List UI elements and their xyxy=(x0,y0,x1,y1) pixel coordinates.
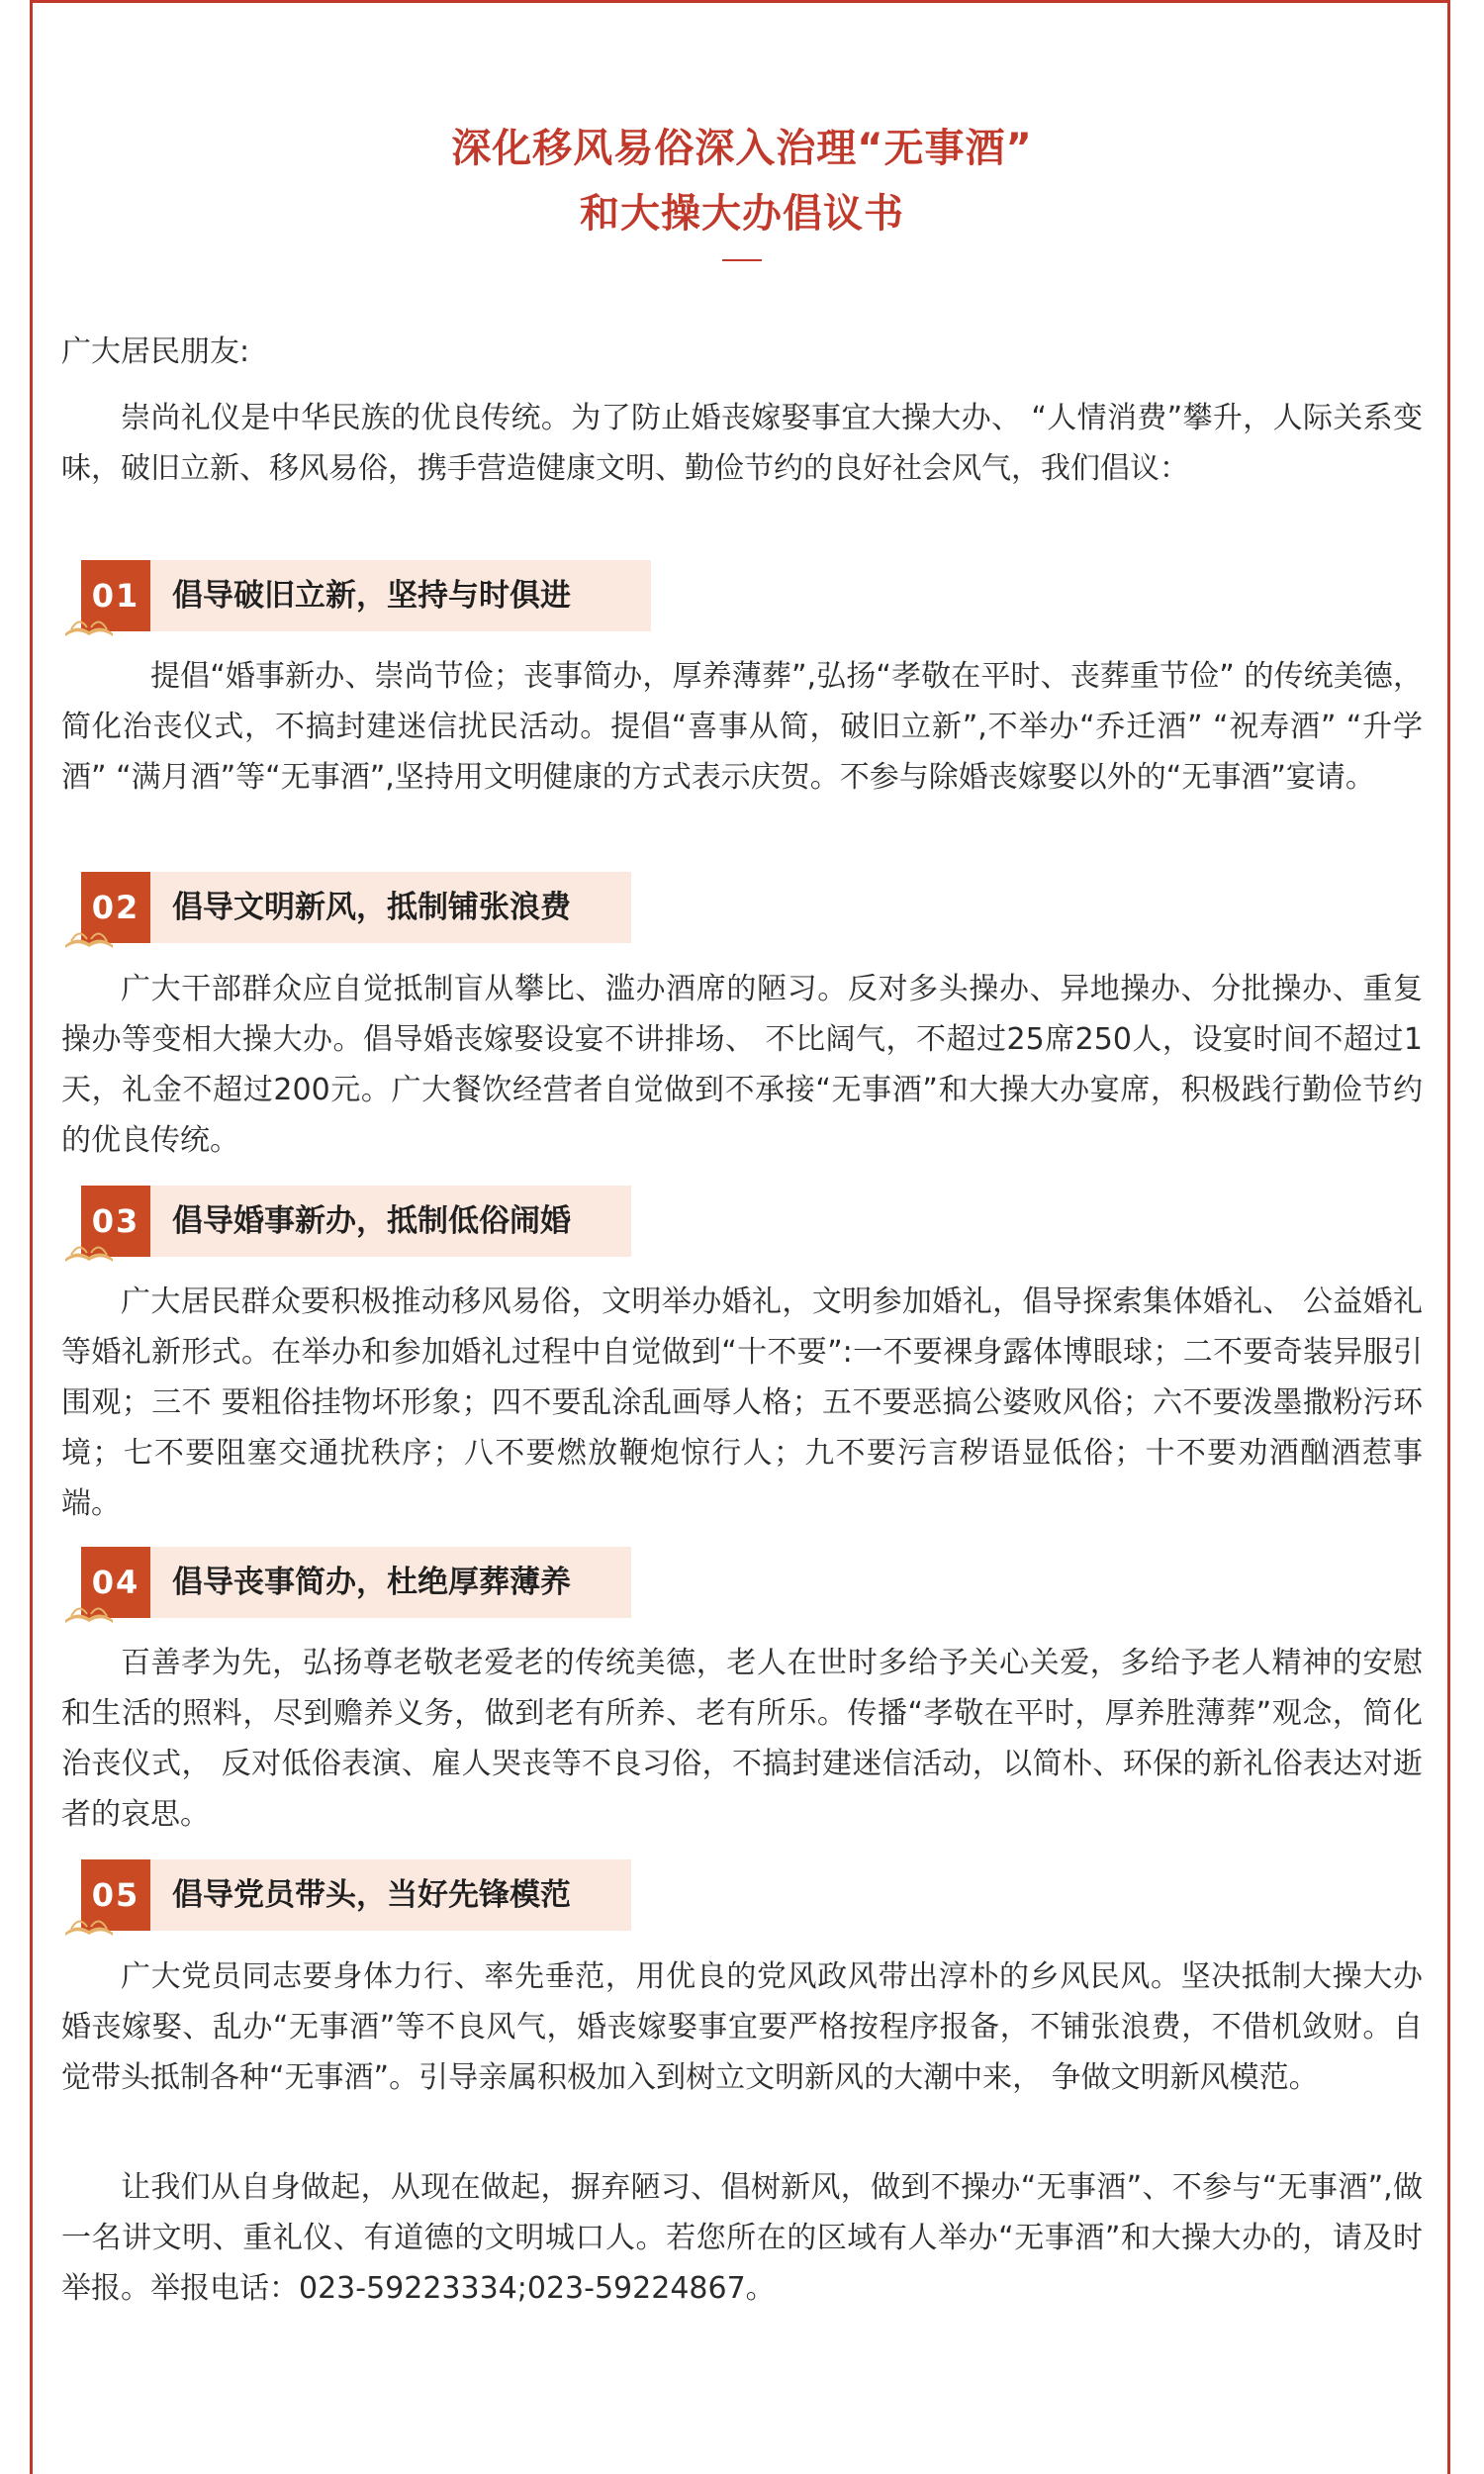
section-heading-label: 倡导婚事新办，抵制低俗闹婚 xyxy=(172,1203,571,1239)
open-book-ornament-icon xyxy=(61,610,117,639)
section-03-paragraph: 广大居民群众要积极推动移风易俗，文明举办婚礼，文明参加婚礼，倡导探索集体婚礼、 公益婚礼等婚礼新形式。在举办和参加婚礼过程中自觉做到“十不要”:一不要裸身露体博眼球；二不要奇装异服引围观；三不 要粗俗挂物坏形象；四不要乱涂乱画辱人格；五不要恶搞公婆败风俗；六不要泼墨撒粉污环境；七不要阻塞交通扰秩序；八不要燃放鞭炮惊行人；九不要污言秽语显低俗；十不要劝酒酗酒惹事端。 xyxy=(61,1285,1423,1521)
open-book-ornament-icon xyxy=(61,1909,117,1939)
intro-paragraph: 崇尚礼仪是中华民族的优良传统。为了防止婚丧嫁娶事宜大操大办、 “人情消费”攀升，人际关系变味，破旧立新、移风易俗，携手营造健康文明、勤俭节约的良好社会风气，我们倡议： xyxy=(61,401,1423,486)
open-book-ornament-icon xyxy=(61,1235,117,1265)
section-02-paragraph: 广大干部群众应自觉抵制盲从攀比、滥办酒席的陋习。反对多头操办、异地操办、分批操办、重复操办等变相大操大办。倡导婚丧嫁娶设宴不讲排场、 不比阔气，不超过25席250人，设宴时间不超过1天，礼金不超过200元。广大餐饮经营者自觉做到不承接“无事酒”和大操大办宴席，积极践行勤俭节约的优良传统。 xyxy=(61,972,1423,1158)
section-heading-label: 倡导文明新风，抵制铺张浪费 xyxy=(172,890,571,925)
section-number-badge: 03 xyxy=(81,1186,150,1257)
title-divider xyxy=(722,259,762,261)
section-05-paragraph: 广大党员同志要身体力行、率先垂范，用优良的党风政风带出淳朴的乡风民风。坚决抵制大操大办婚丧嫁娶、乱办“无事酒”等不良风气，婚丧嫁娶事宜要严格按程序报备，不铺张浪费，不借机敛财。自觉带头抵制各种“无事酒”。引导亲属积极加入到树立文明新风的大潮中来， 争做文明新风模范。 xyxy=(61,1959,1423,2095)
section-number-badge: 01 xyxy=(81,560,150,631)
open-book-ornament-icon xyxy=(61,1596,117,1626)
section-number-badge: 02 xyxy=(81,872,150,943)
section-heading-label: 倡导破旧立新，坚持与时俱进 xyxy=(172,578,571,614)
document-title-line-1: 深化移风易俗深入治理“无事酒” xyxy=(451,126,1033,171)
section-04-paragraph: 百善孝为先，弘扬尊老敬老爱老的传统美德，老人在世时多给予关心关爱，多给予老人精神的安慰和生活的照料，尽到赡养义务，做到老有所养、老有所乐。传播“孝敬在平时，厚养胜薄葬”观念，简化治丧仪式， 反对低俗表演、雇人哭丧等不良习俗，不搞封建迷信活动，以简朴、环保的新礼俗表达对逝者的哀思。 xyxy=(61,1646,1423,1832)
closing-paragraph: 让我们从自身做起，从现在做起，摒弃陋习、倡树新风，做到不操办“无事酒”、不参与“无事酒”,做一名讲文明、重礼仪、有道德的文明城口人。若您所在的区域有人举办“无事酒”和大操大办的，请及时举报。举报电话：023-59223334;023-59224867。 xyxy=(61,2170,1423,2306)
document-title-line-2: 和大操大办倡议书 xyxy=(580,191,904,237)
section-number-badge: 05 xyxy=(81,1859,150,1931)
section-number-badge: 04 xyxy=(81,1547,150,1618)
open-book-ornament-icon xyxy=(61,921,117,951)
section-01-paragraph: 提倡“婚事新办、崇尚节俭；丧事简办，厚养薄葬”,弘扬“孝敬在平时、丧葬重节俭” 的传统美德，简化治丧仪式，不搞封建迷信扰民活动。提倡“喜事从简，破旧立新”,不举办“乔迁酒” “祝寿酒” “升学酒” “满月酒”等“无事酒”,坚持用文明健康的方式表示庆贺。不参与除婚丧嫁娶以外的“无事酒”宴请。 xyxy=(61,659,1423,795)
salutation: 广大居民朋友: xyxy=(61,334,250,369)
section-heading-label: 倡导党员带头，当好先锋模范 xyxy=(172,1877,571,1913)
section-heading-label: 倡导丧事简办，杜绝厚葬薄养 xyxy=(172,1565,571,1600)
